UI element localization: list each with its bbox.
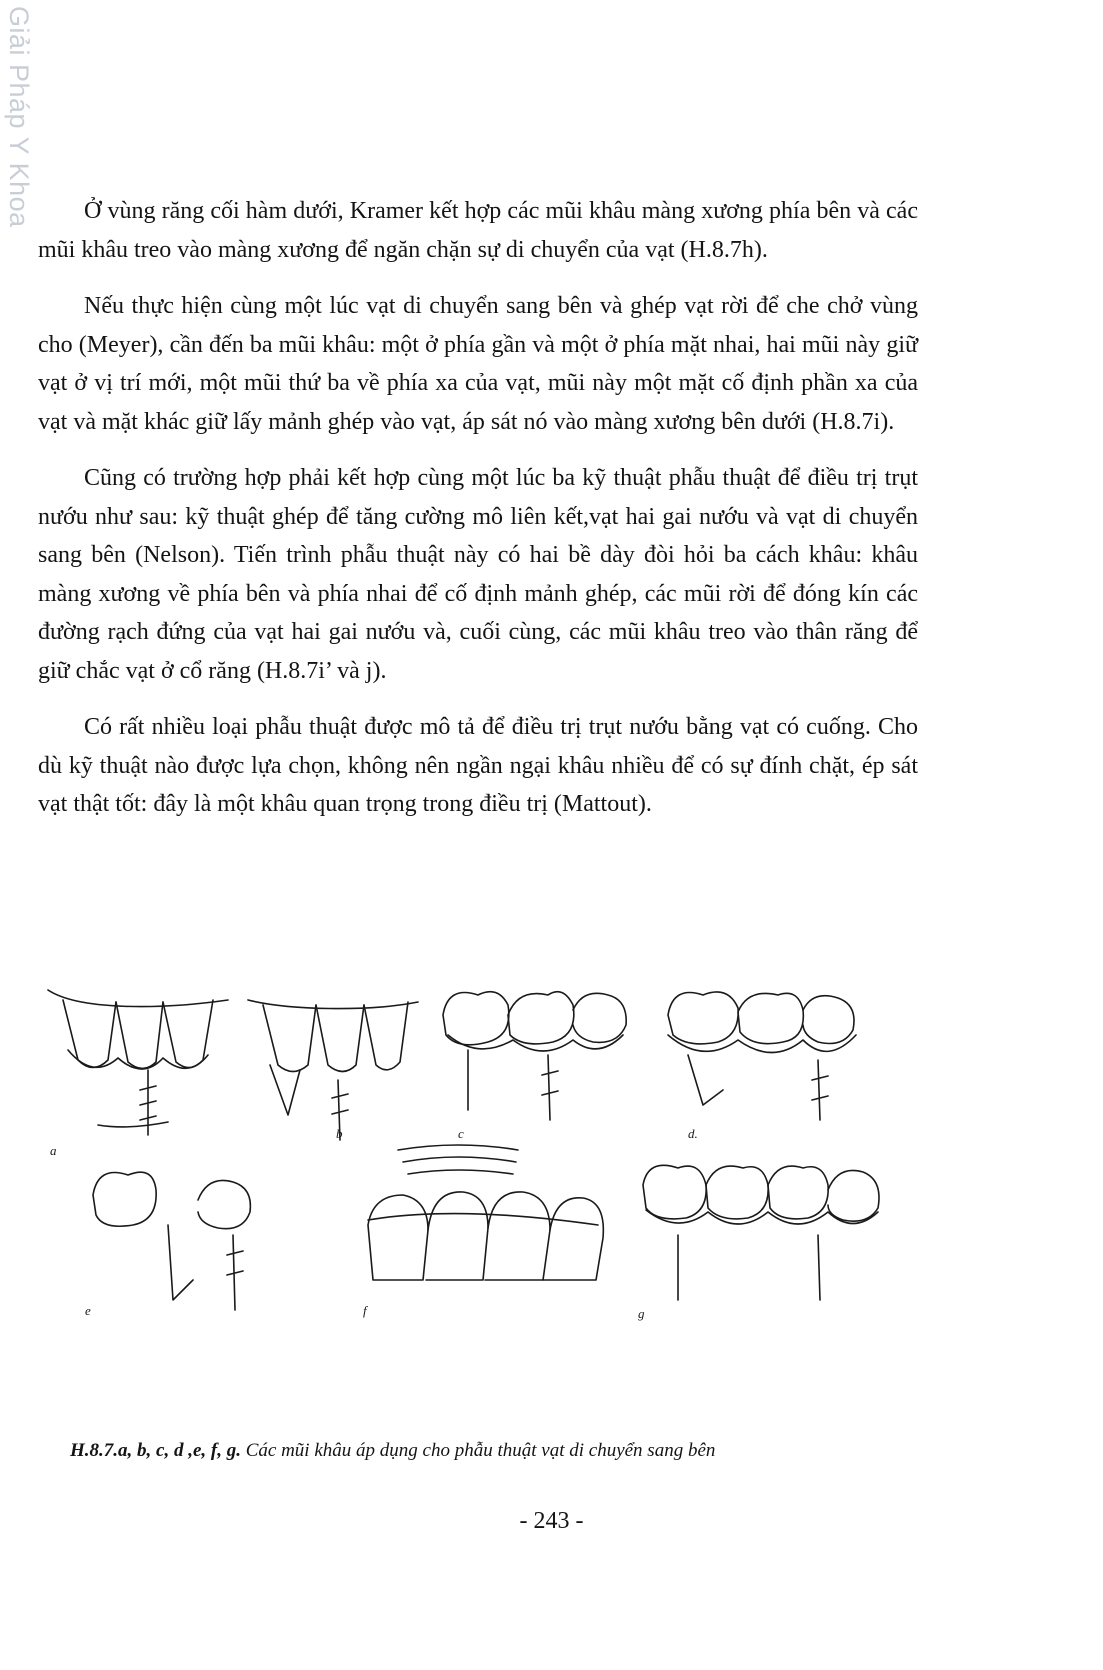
figure-label-g: g — [638, 1306, 645, 1321]
figure-label-b: b — [336, 1126, 343, 1141]
figure-panel-a — [48, 990, 228, 1135]
figure-label-c: c — [458, 1126, 464, 1141]
figure-panel-g — [643, 1165, 879, 1300]
watermark — [4, 6, 34, 228]
paragraph-3: Cũng có trường hợp phải kết hợp cùng một lúc ba kỹ thuật phẫu thuật để điều trị trụt nướu như sau: kỹ thuật ghép để tăng cường mô liên kết,vạt hai gai nướu và vạt di chuyển sang bên (Nelson). Tiến trình phẫu thuật này có hai bề dày đòi hỏi ba cách khâu: khâu màng xương về phía bên và phía nhai để cố định mảnh ghép, các mũi rời để đóng kín các đường rạch đứng của vạt hai gai nướu và, cuối cùng, các mũi khâu treo vào thân răng để giữ chắc vạt ở cổ răng (H.8.7i’ và j). — [38, 465, 918, 684]
figure-panel-b — [248, 1000, 418, 1140]
figure-panel-c — [443, 992, 626, 1120]
figure-panel-f — [368, 1145, 603, 1280]
caption-text: Các mũi khâu áp dụng cho phẫu thuật vạt di chuyển sang bên — [240, 1440, 716, 1461]
page-number: - 243 - — [519, 1508, 584, 1534]
paragraph-1: Ở vùng răng cối hàm dưới, Kramer kết hợp các mũi khâu màng xương phía bên và các mũi khâu treo vào màng xương để ngăn chặn sự di chuyển của vạt (H.8.7h). — [38, 198, 918, 263]
figure-suture-illustrations — [38, 980, 918, 1400]
figure-label-e: e — [85, 1303, 91, 1318]
figure-drawings — [38, 980, 918, 1400]
figure-panel-d — [668, 992, 856, 1120]
figure-caption — [70, 1440, 920, 1462]
paragraph-2: Nếu thực hiện cùng một lúc vạt di chuyển sang bên và ghép vạt rời để che chở vùng cho (Meyer), cần đến ba mũi khâu: một ở phía gần và một ở phía mặt nhai, hai mũi này giữ vạt ở vị trí mới, một mũi thứ ba về phía xa của vạt, mũi này một mặt cố định phần xa của vạt và mặt khác giữ lấy mảnh ghép vào vạt, áp sát nó vào màng xương bên dưới (H.8.7i). — [38, 293, 918, 435]
watermark-text: Giải Pháp Y Khoa — [4, 6, 34, 228]
figure-label-a: a — [50, 1143, 57, 1158]
body-text — [38, 192, 918, 842]
paragraph-4: Có rất nhiều loại phẫu thuật được mô tả để điều trị trụt nướu bằng vạt có cuống. Cho dù kỹ thuật nào được lựa chọn, không nên ngần ngại khâu nhiều để có sự đính chặt, ép sát vạt thật tốt: đây là một khâu quan trọng trong điều trị (Mattout). — [38, 714, 918, 817]
figure-panel-e — [93, 1172, 250, 1310]
figure-label-f: f — [363, 1303, 367, 1318]
caption-figure-ref: H.8.7.a, b, c, d ,e, f, g. — [70, 1440, 241, 1461]
figure-label-d: d. — [688, 1126, 698, 1141]
